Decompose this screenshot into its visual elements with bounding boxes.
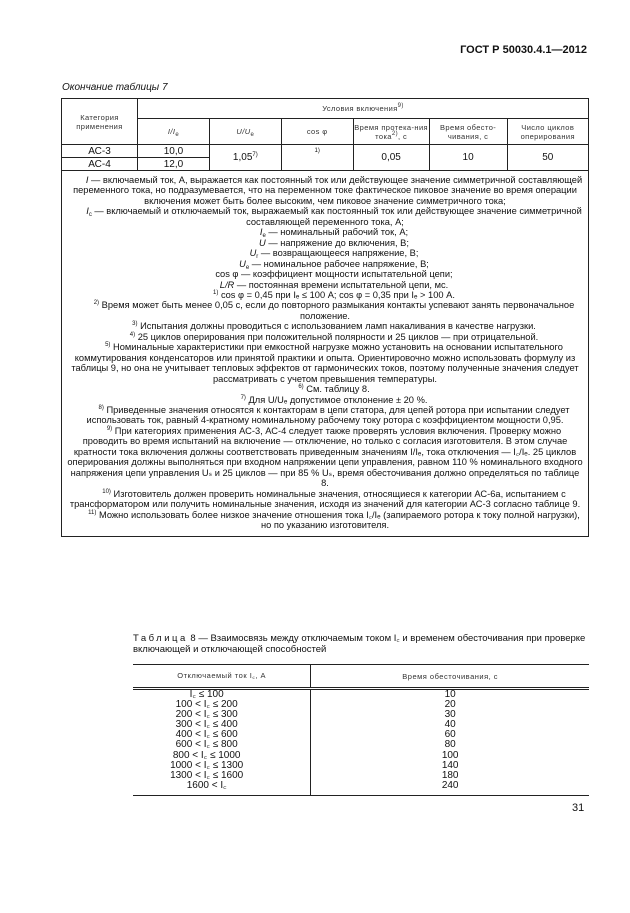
current-cell: 1300 < I꜀ ≤ 1600 — [133, 771, 311, 781]
table-row — [62, 145, 589, 158]
header-off-time: Время обесто-чивания, с — [429, 119, 507, 145]
time-cell: 80 — [444, 739, 456, 751]
table-row — [133, 781, 589, 796]
category-cell: АС-3 — [62, 145, 138, 158]
definition-item: U — напряжение до включения, В; — [259, 237, 409, 248]
footnote: $^{5)}$ Номинальные характеристики при емкостной нагрузке можно установить на основании испытательного коммутирования конденсаторов или принятой практики и опыта. Ориентировочно можно использовать формулу из таблицы 9, но она не учитывает тепловых эффектов от гармонических токов, поэтому полученные значения следует рассматривать с учетом превышения температуры. — [71, 342, 579, 384]
voltage-ratio-cell: 1,05$^{7)}$ — [209, 145, 281, 171]
time-cell: 10 — [444, 689, 456, 700]
definition-item: $U_r$ — возвращающееся напряжение, В; — [249, 248, 419, 261]
table-8-caption: Таблица 8 — Взаимосвязь между отключаемым током I꜀ и временем обесточивания при проверке включающей и отключающей способностей — [133, 633, 586, 655]
current-cell: 1000 < I꜀ ≤ 1300 — [133, 761, 311, 771]
table-8 — [133, 664, 589, 796]
header-time: Время обесточивания, с — [311, 665, 589, 689]
header-voltage-ratio: $U/U_e$ — [209, 119, 281, 145]
current-ratio-cell: 10,0 — [138, 145, 210, 158]
header-current: Отключаемый ток I꜀, А — [133, 665, 311, 689]
time-cell: 40 — [444, 719, 456, 731]
definition-item: $U_e$ — номинальное рабочее напряжение, В; — [239, 258, 429, 271]
page-number: 31 — [572, 802, 585, 814]
definition-item: L/R — постоянная времени испытательной цепи, мс. — [219, 279, 449, 290]
definition-item: $I_e$ — номинальный рабочий ток, А; — [259, 227, 409, 240]
time-cell: 140 — [441, 759, 459, 771]
current-cell: 300 < I꜀ ≤ 400 — [133, 720, 311, 730]
definition-item: $I_c$ — включаемый и отключаемый ток, выражаемый как постоянный ток или действующее значение симметричной составляющей переменного тока, А; — [86, 206, 582, 227]
current-cell: 1600 < I꜀ — [133, 781, 311, 796]
category-cell: АС-4 — [62, 158, 138, 171]
header-current-ratio: $I/I_e$ — [138, 119, 210, 145]
time-cell: 30 — [444, 709, 456, 721]
table-notes — [62, 171, 589, 537]
current-cell: I꜀ ≤ 100 — [133, 689, 311, 701]
current-cell: 600 < I꜀ ≤ 800 — [133, 740, 311, 750]
time-cell: 60 — [444, 729, 456, 741]
footnote: $^{8)}$ Приведенные значения относятся к контакторам в цепи статора, для цепей ротора при испытании следует использовать ток, равный 4-кратному номинальному рабочему току ротора с коэффициентом мощности 0,95. — [86, 404, 570, 426]
footnote: $^{9)}$ При категориях применения АС-3, АС-4 следует также проверять условия включения. Проверку можно проводить во время испытаний на включение — отключение, но только с согласия изготовителя. В этом случае кратности тока включения должны соответствовать приведенным значениям I/Iₑ, тока отключения — I꜀/Iₑ. 25 циклов оперирования должны выполняться при входном напряжении цепи управления, равном 110 % номинального входного напряжения цепи управления Uₛ и 25 циклов — при 85 % Uₛ, время обесточивания должно определяться по таблице 8. — [67, 425, 583, 489]
flow-time-cell: 0,05 — [353, 145, 429, 171]
footnote: $^{3)}$ Испытания должны проводиться с использованием ламп накаливания в качестве нагрузки. — [132, 321, 536, 332]
footnote: $^{10)}$ Изготовитель должен проверить номинальные значения, относящиеся к категории АС-6а, испытанием с трансформатором или получить номинальные значения, исходя из значений для категории АС-3 согласно таблице 9. — [69, 488, 581, 510]
cos-phi-cell: 1) — [281, 145, 353, 171]
footnote: $^{7)}$ Для U/Uₑ допустимое отклонение ± 20 %. — [240, 394, 428, 405]
definition-item: cos φ — коэффициент мощности испытательной цепи; — [215, 269, 453, 280]
current-cell: 200 < I꜀ ≤ 300 — [133, 710, 311, 720]
footnote: $^{1)}$ cos φ = 0,45 при Iₑ ≤ 100 А; cos φ = 0,35 при Iₑ > 100 А. — [213, 289, 455, 300]
table-7 — [61, 98, 589, 537]
time-cell: 20 — [444, 699, 456, 711]
header-flow-time: Время протека-ния тока$^{2)}$, с — [353, 119, 429, 145]
current-ratio-cell: 12,0 — [138, 158, 210, 171]
document-standard-number: ГОСТ Р 50030.4.1—2012 — [460, 44, 587, 56]
header-cos-phi: cos φ — [281, 119, 353, 145]
footnote: $^{6)}$ См. таблицу 8. — [298, 384, 370, 395]
off-time-cell: 10 — [429, 145, 507, 171]
table-continuation-label: Окончание таблицы 7 — [62, 82, 168, 93]
footnote: $^{2)}$ Время может быть менее 0,05 с, если до повторного размыкания контакты успевают занять первоначальное положение. — [93, 300, 575, 321]
time-cell: 240 — [311, 781, 589, 796]
current-cell: 100 < I꜀ ≤ 200 — [133, 700, 311, 710]
definition-item: I — включаемый ток, А, выражается как постоянный ток или действующее значение симметричной составляющей переменного тока, но подразумевается, что на переменном токе фактическое пиковое значение во время операции включения может быть более высоким, чем пиковое значение симметричного тока; — [73, 175, 583, 206]
header-category: Категория применения — [62, 99, 138, 145]
current-cell: 400 < I꜀ ≤ 600 — [133, 730, 311, 740]
current-cell: 800 < I꜀ ≤ 1000 — [133, 751, 311, 761]
footnote: $^{4)}$ 25 циклов оперирования при положительной полярности и 25 циклов — при отрицательной. — [129, 331, 539, 342]
time-cell: 180 — [441, 769, 459, 781]
header-cycles: Число циклов оперирования — [507, 119, 588, 145]
header-conditions: Условия включения$^{9)}$ — [138, 99, 589, 119]
cycles-cell: 50 — [507, 145, 588, 171]
time-cell: 100 — [441, 749, 459, 761]
footnote: $^{11)}$ Можно использовать более низкое значение отношения тока I꜀/Iₑ (запираемого ротора к току полной нагрузки), но по указанию изготовителя. — [88, 509, 580, 530]
